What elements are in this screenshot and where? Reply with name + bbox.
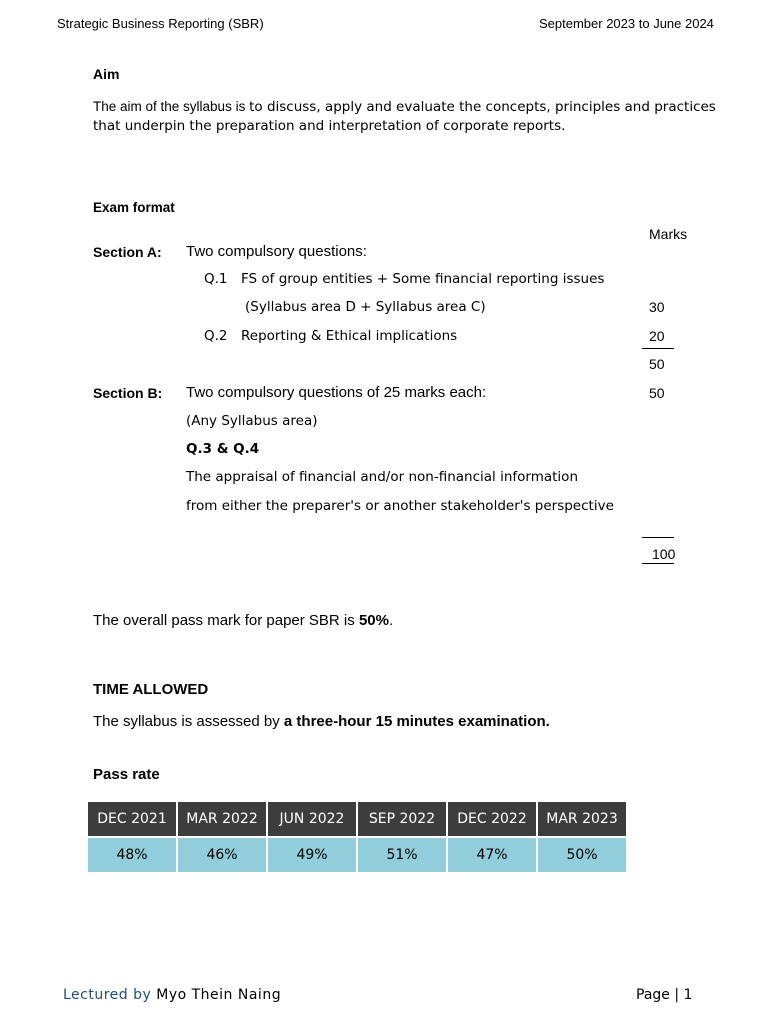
period-cell: MAR 2023	[538, 802, 626, 836]
header-title: Strategic Business Reporting (SBR)	[57, 16, 264, 31]
period-cell: MAR 2022	[178, 802, 266, 836]
section-a-intro: Two compulsory questions:	[186, 243, 367, 260]
aim-paragraph-line2: that underpin the preparation and interpretation of corporate reports.	[93, 118, 566, 134]
total-marks: 100	[652, 546, 676, 562]
section-b-marks: 50	[649, 385, 665, 401]
q2-number: Q.2	[204, 328, 228, 344]
header-date-range: September 2023 to June 2024	[539, 16, 714, 31]
footer-page-number: Page | 1	[636, 987, 693, 1003]
aim-heading: Aim	[93, 66, 120, 82]
pass-mark-text-start: The overall pass mark for paper SBR is	[93, 612, 359, 629]
period-cell: JUN 2022	[268, 802, 356, 836]
pass-mark-sentence	[93, 612, 393, 629]
rate-cell: 51%	[358, 838, 446, 872]
exam-format-heading: Exam format	[93, 200, 175, 215]
pass-rate-period-row	[88, 802, 626, 836]
section-b-label: Section B:	[93, 385, 163, 401]
section-b-intro: Two compulsory questions of 25 marks each:	[186, 384, 487, 401]
period-cell: DEC 2021	[88, 802, 176, 836]
time-allowed-text-start: The syllabus is assessed by	[93, 713, 284, 730]
total-rule-bottom	[642, 563, 674, 564]
aim-text-start: The aim of the syllabus is	[93, 99, 246, 114]
q1-marks: 30	[649, 299, 665, 315]
section-a-label: Section A:	[93, 244, 162, 260]
q2-marks: 20	[649, 328, 665, 344]
aim-paragraph-line1	[93, 99, 716, 115]
rate-cell: 46%	[178, 838, 266, 872]
period-cell: SEP 2022	[358, 802, 446, 836]
rate-cell: 48%	[88, 838, 176, 872]
q1-subtext: (Syllabus area D + Syllabus area C)	[245, 299, 486, 315]
marks-column-header: Marks	[649, 226, 688, 242]
section-a-subtotal: 50	[649, 356, 665, 372]
q1-text: FS of group entities + Some financial reporting issues	[241, 271, 605, 287]
q2-text: Reporting & Ethical implications	[241, 328, 458, 344]
q1-number: Q.1	[204, 271, 228, 287]
total-rule-top	[642, 537, 674, 538]
pass-mark-text-end: .	[388, 612, 394, 629]
section-b-line1: (Any Syllabus area)	[186, 413, 318, 429]
rate-cell: 47%	[448, 838, 536, 872]
rate-cell: 49%	[268, 838, 356, 872]
pass-rate-heading: Pass rate	[93, 766, 160, 783]
aim-text-rest: to discuss, apply and evaluate the concepts, principles and practices	[249, 99, 716, 115]
pass-mark-value: 50%	[358, 612, 389, 629]
subtotal-rule	[642, 348, 674, 349]
time-allowed-text-bold: a three-hour 15 minutes examination.	[283, 713, 550, 730]
rate-cell: 50%	[538, 838, 626, 872]
section-b-line3: The appraisal of financial and/or non-financial information	[186, 469, 578, 485]
time-allowed-sentence	[93, 713, 550, 730]
period-cell: DEC 2022	[448, 802, 536, 836]
pass-rate-value-row	[88, 838, 626, 872]
footer-lectured-by: Lectured by	[63, 987, 152, 1003]
footer-lecturer	[63, 987, 281, 1003]
time-allowed-heading: TIME ALLOWED	[93, 681, 209, 698]
section-b-line2: Q.3 & Q.4	[186, 441, 260, 457]
footer-lecturer-name: Myo Thein Naing	[156, 987, 282, 1003]
section-b-line4: from either the preparer's or another stakeholder's perspective	[186, 498, 614, 514]
pass-rate-table	[86, 800, 628, 874]
